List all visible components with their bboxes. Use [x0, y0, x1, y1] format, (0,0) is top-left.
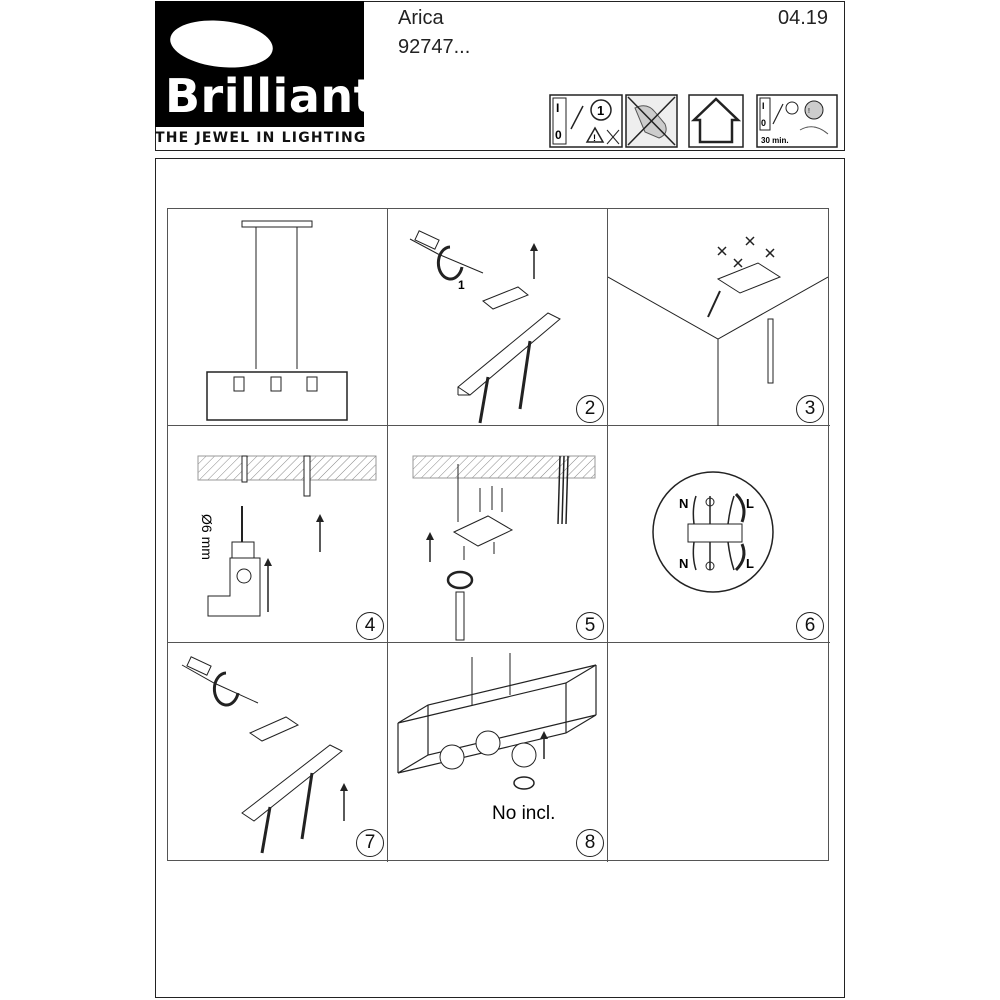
svg-text:I: I	[762, 101, 765, 111]
svg-text:1: 1	[458, 278, 465, 292]
step-7	[168, 643, 388, 862]
step-number: 7	[356, 829, 384, 857]
cool-down-30min-icon	[756, 94, 838, 148]
drill-holes-illustration	[168, 426, 388, 643]
step-number: 4	[356, 612, 384, 640]
no-touch-hot-icon	[625, 94, 678, 148]
step-6	[608, 426, 830, 643]
wire-label-l-bottom: L	[746, 556, 754, 571]
brand-logo	[155, 1, 377, 127]
svg-text:I: I	[556, 101, 560, 115]
mark-ceiling-holes-illustration	[608, 209, 828, 426]
svg-text:0: 0	[761, 118, 767, 128]
svg-text:0: 0	[555, 128, 562, 142]
step-5	[388, 426, 608, 643]
wire-label-n-bottom: N	[679, 556, 689, 571]
step-number: 6	[796, 612, 824, 640]
brand-name: Brilliant	[165, 69, 377, 123]
steps-grid	[167, 208, 829, 861]
product-name: Arica	[398, 7, 444, 29]
cooldown-label: 30 min.	[761, 136, 789, 145]
svg-text:1: 1	[597, 103, 605, 118]
pendant-lamp-overview-illustration	[168, 209, 388, 426]
wiring-terminal-illustration	[608, 426, 828, 643]
product-code: 92747...	[398, 36, 471, 58]
step-3	[608, 209, 830, 426]
step-1	[168, 209, 388, 426]
step-8	[388, 643, 608, 862]
insert-bulbs-illustration	[388, 643, 608, 860]
bulbs-not-included-note: No incl.	[492, 803, 556, 824]
attach-canopy-illustration	[168, 643, 388, 860]
remove-bracket-illustration	[388, 209, 608, 426]
svg-text:!: !	[808, 108, 810, 115]
empty-cell	[608, 643, 830, 862]
step-number: 8	[576, 829, 604, 857]
revision-date: 04.19	[778, 7, 829, 29]
indoor-only-icon	[688, 94, 744, 148]
fix-bracket-illustration	[388, 426, 608, 643]
step-number: 5	[576, 612, 604, 640]
drill-size-label: Ø6 mm	[199, 514, 215, 560]
svg-text:!: !	[593, 133, 596, 143]
step-4	[168, 426, 388, 643]
wire-label-n-top: N	[679, 496, 689, 511]
step-number: 2	[576, 395, 604, 423]
logo-ellipse-icon	[168, 16, 275, 73]
step-2	[388, 209, 608, 426]
power-off-warning-icon	[549, 94, 623, 148]
wire-label-l-top: L	[746, 496, 754, 511]
step-number: 3	[796, 395, 824, 423]
brand-tagline: THE JEWEL IN LIGHTING	[155, 130, 367, 146]
